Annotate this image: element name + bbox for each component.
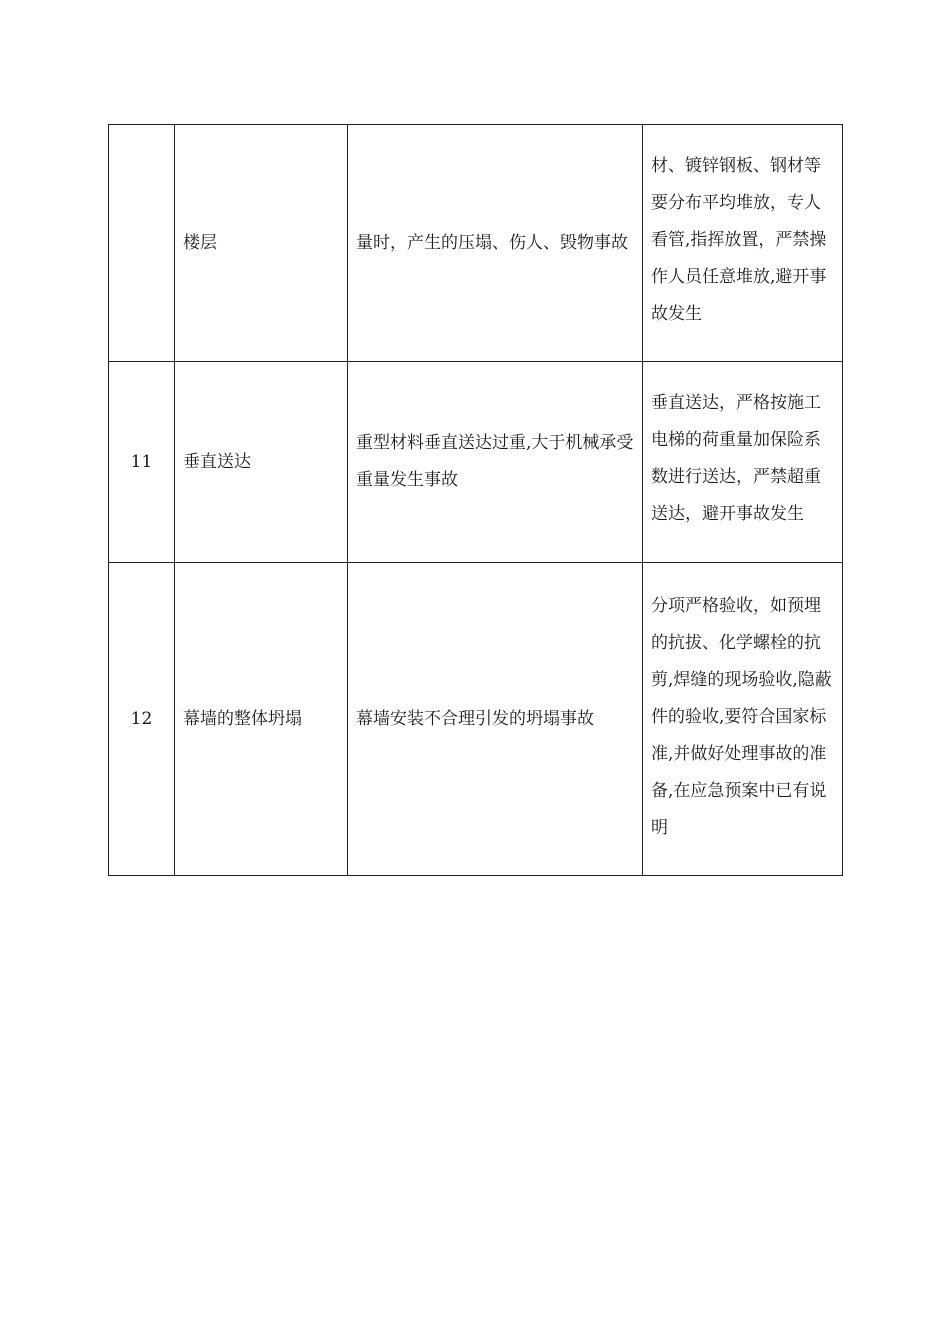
control-measure — [643, 563, 843, 876]
risk-description: 量时，产生的压塌、伤人、毁物事故 — [348, 125, 643, 362]
control-measure — [643, 125, 843, 362]
risk-description: 重型材料垂直送达过重,大于机械承受重量发生事故 — [348, 362, 643, 563]
table-row — [109, 125, 843, 362]
row-number — [109, 125, 175, 362]
table-row — [109, 563, 843, 876]
row-number: 12 — [109, 563, 175, 876]
work-item: 垂直送达 — [175, 362, 348, 563]
control-measure-text: 材、镀锌钢板、钢材等要分布平均堆放，专人看管,指挥放置，严禁操作人员任意堆放,避开事故发生 — [651, 155, 827, 324]
control-measure — [643, 362, 843, 563]
table-row — [109, 362, 843, 563]
row-number: 11 — [109, 362, 175, 563]
risk-description: 幕墙安装不合理引发的坍塌事故 — [348, 563, 643, 876]
work-item: 幕墙的整体坍塌 — [175, 563, 348, 876]
control-measure-text: 垂直送达，严格按施工电梯的荷重量加保险系数进行送达，严禁超重送达，避开事故发生 — [651, 393, 821, 524]
risk-measures-table — [108, 124, 843, 876]
control-measure-text: 分项严格验收，如预埋的抗拔、化学螺栓的抗剪,焊缝的现场验收,隐蔽件的验收,要符合国家标准,并做好处理事故的准备,在应急预案中已有说明 — [651, 595, 832, 838]
work-item: 楼层 — [175, 125, 348, 362]
